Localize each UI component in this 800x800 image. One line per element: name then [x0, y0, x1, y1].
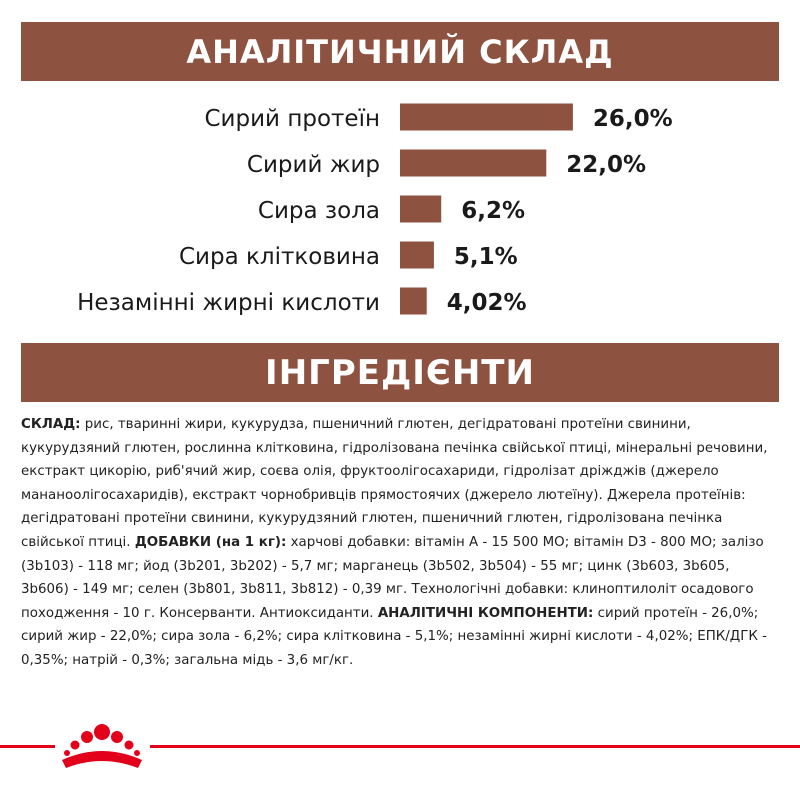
value-label: 22,0% — [566, 152, 647, 178]
analytical-components-text: сирий протеїн - 26,0%; сирий жир - 22,0%; сира зола - 6,2%; сира клітковина - 5,1%; незамінні жирні кислоти - 4,02%; ЕПК/ДГК - 0,35%; натрій - 0,3%; загальна мідь - 3,6 мг/кг. — [21, 605, 767, 668]
analytical-components-label: АНАЛІТИЧНІ КОМПОНЕНТИ: — [377, 605, 594, 621]
ingredients-text — [21, 413, 781, 673]
category-label: Сира зола — [257, 198, 380, 224]
value-label: 5,1% — [453, 244, 518, 270]
category-label: Сирий жир — [246, 152, 380, 178]
category-label: Сирий протеїн — [204, 106, 380, 132]
bar — [400, 196, 441, 223]
composition-label: СКЛАД: — [21, 417, 81, 432]
ingredients-header — [21, 343, 779, 402]
bar — [400, 288, 427, 315]
category-label: Сира клітковина — [179, 244, 380, 270]
value-label: 26,0% — [592, 106, 673, 132]
additives-text: харчові добавки: вітамін A - 15 500 МО; вітамін D3 - 800 МО; залізо (3b103) - 118 мг; йод (3b201, 3b202) - 5,7 мг; марганець (3b502, 3b504) - 55 мг; цинк (3b603, 3b605, 3b606) - 149 мг; селен (3b801, 3b811, 3b812) - 0,39 мг. Технологічні добавки: клиноптилоліт осадового походження - 10 г. Консерванти. Антиоксиданти. — [21, 534, 764, 621]
composition-text: рис, тваринні жири, кукурудза, пшеничний глютен, дегідратовані протеїни свинини, кукурудзяний глютен, рослинна клітковина, гідролізована печінка свійської птиці, мінеральні речовини, екстракт цикорію, риб'ячий жир, соєва олія, фруктоолігосахариди, гідролізат дріжджів (джерело мананоолігосахаридів), екстракт чорнобривців прямостоячих (джерело лютеїну). Джерела протеїнів: дегідратовані протеїни свинини, кукурудзяний глютен, пшеничний глютен, гідролізована печінка свійської птиці. — [21, 417, 768, 550]
analytical-composition-header — [21, 22, 779, 81]
bar — [400, 242, 434, 269]
bar — [400, 150, 546, 177]
royal-canin-crown-icon — [56, 718, 148, 778]
value-label: 4,02% — [446, 290, 527, 316]
bar — [400, 104, 573, 131]
nutrient-bar-chart — [0, 88, 800, 328]
ingredients-title: ІНГРЕДІЄНТИ — [265, 352, 535, 393]
analytical-composition-title: АНАЛІТИЧНИЙ СКЛАД — [186, 32, 614, 71]
category-label: Незамінні жирні кислоти — [77, 290, 380, 316]
additives-label: ДОБАВКИ (на 1 кг): — [134, 534, 287, 550]
value-label: 6,2% — [461, 198, 526, 224]
